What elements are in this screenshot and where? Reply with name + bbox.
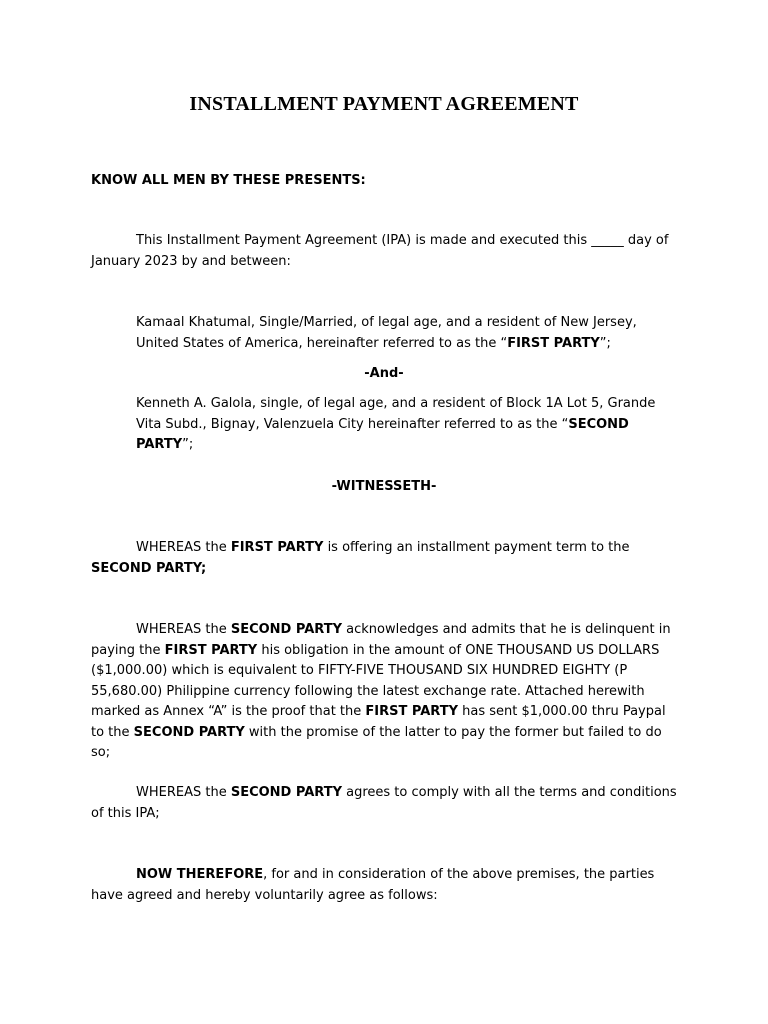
first-party-paragraph [136,313,656,354]
whereas-3-b1: SECOND PARTY [230,785,342,800]
whereas-3-t1: WHEREAS the [136,785,231,800]
whereas-1-paragraph [91,538,681,579]
witnesseth-text: -WITNESSETH- [331,479,437,494]
first-party-bold: FIRST PARTY [507,335,600,351]
whereas-3-t2: agrees to comply with all the terms and conditions of this IPA; [91,785,677,821]
whereas-1-t2: is offering an installment payment term to the [323,540,630,555]
know-all-text: KNOW ALL MEN BY THESE PRESENTS: [91,173,366,188]
intro-paragraph [91,231,681,272]
know-all-heading [91,171,681,192]
whereas-2-b2: FIRST PARTY [164,642,258,658]
whereas-1-b2: SECOND PARTY; [91,560,207,576]
whereas-2-b4: SECOND PARTY [133,724,245,740]
whereas-2-t1: WHEREAS the [136,622,231,637]
intro-text: This Installment Payment Agreement (IPA) is made and executed this _____ day of January 2023 by and between: [91,233,669,269]
whereas-2-t5: with the promise of the latter to pay the former but failed to do so; [91,724,662,760]
second-party-text-a: Kenneth A. Galola, single, of legal age, and a resident of Block 1A Lot 5, Grande Vita Subd., Bignay, Valenzuela City hereinafter referred to as the “ [136,396,656,432]
whereas-2-b3: FIRST PARTY [365,704,458,719]
whereas-1-b1: FIRST PARTY [230,540,324,555]
now-therefore-text: , for and in consideration of the above premises, the parties have agreed and hereby voluntarily agree as follows: [91,867,655,903]
whereas-2-b1: SECOND PARTY [230,622,342,637]
whereas-3-paragraph [91,783,681,824]
witnesseth-heading [0,477,768,498]
whereas-2-t4: has sent $1,000.00 thru Paypal to the [91,704,666,740]
now-therefore-paragraph [91,865,681,906]
whereas-2-paragraph [91,620,681,764]
second-party-text-b: ”; [182,437,194,452]
now-therefore-bold: NOW THEREFORE [136,867,264,882]
and-text: -And- [364,366,404,381]
and-separator [0,364,768,385]
second-party-paragraph [136,394,656,456]
whereas-1-t1: WHEREAS the [136,540,231,555]
whereas-2-t3: his obligation in the amount of ONE THOUSAND US DOLLARS ($1,000.00) which is equivalent to FIFTY-FIVE THOUSAND SIX HUNDRED EIGHTY (P 55,680.00) Philippine currency following the latest exchange rate. Attached herewith marked as Annex “A” is the proof that the [91,642,660,719]
document-title: INSTALLMENT PAYMENT AGREEMENT [189,93,579,115]
second-party-bold: SECOND PARTY [136,416,629,452]
first-party-text-b: ”; [599,335,611,351]
first-party-text-a: Kamaal Khatumal, Single/Married, of legal age, and a resident of New Jersey, United States of America, hereinafter referred to as the “ [136,315,637,351]
whereas-2-t2: acknowledges and admits that he is delinquent in paying the [91,622,671,658]
